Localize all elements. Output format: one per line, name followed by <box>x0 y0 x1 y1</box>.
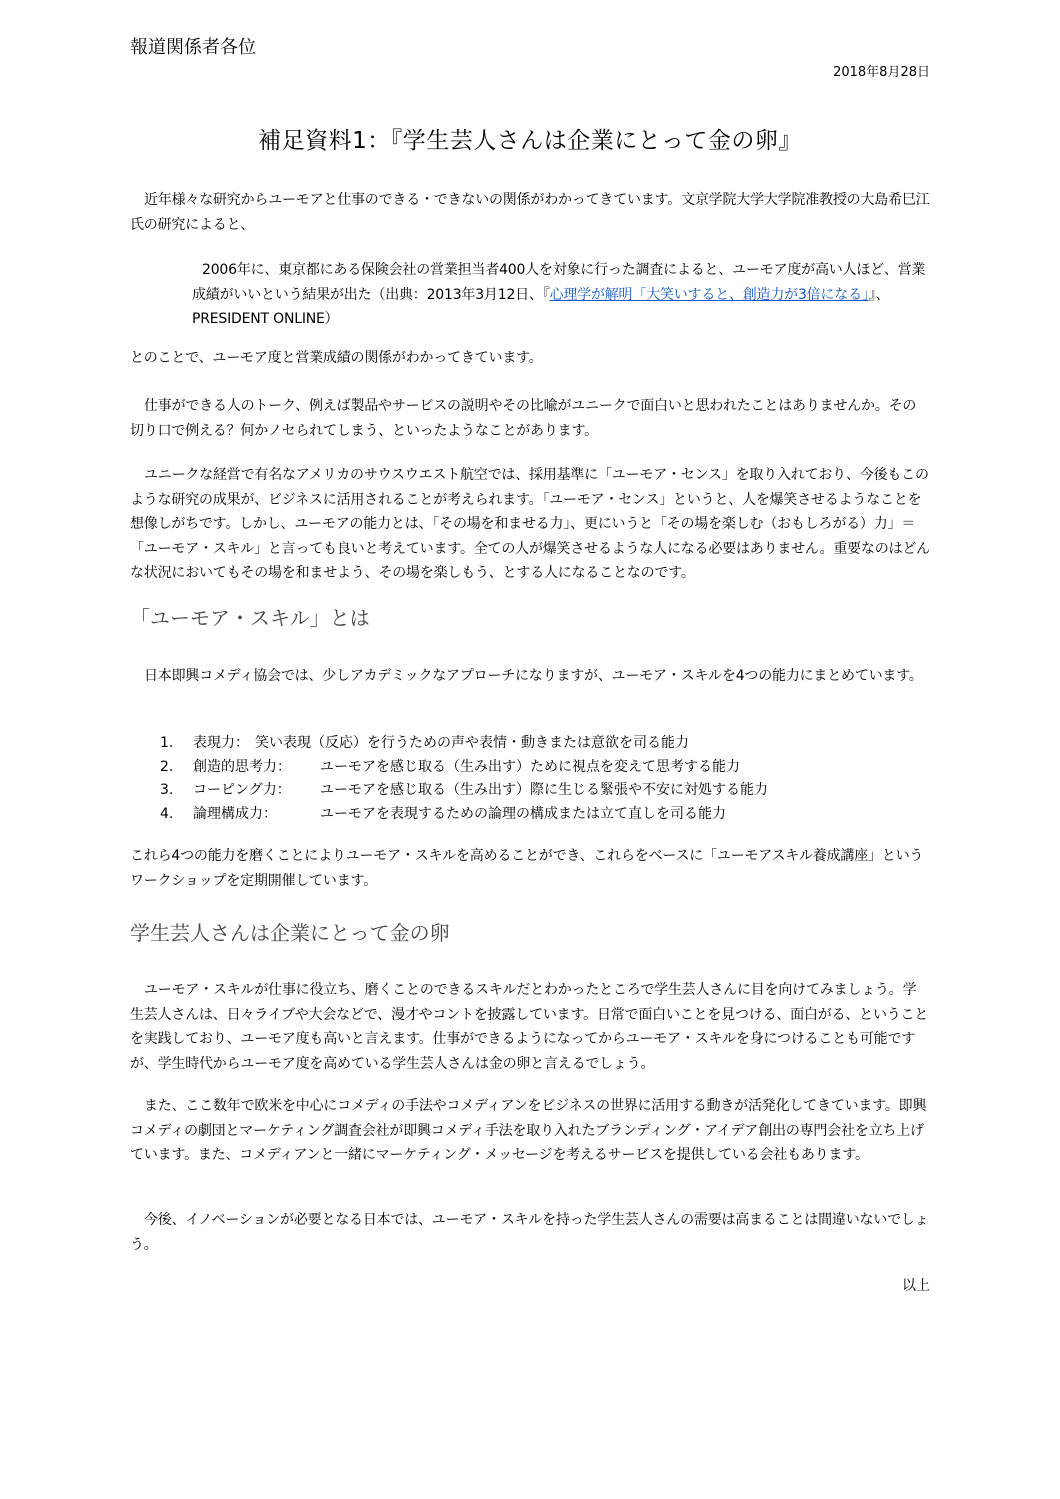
humor-skill-intro: 日本即興コメディ協会では、少しアカデミックなアプローチになりますが、ユーモア・スキルを4つの能力にまとめています。 <box>144 668 923 684</box>
intro-paragraph: 近年様々な研究からユーモアと仕事のできる・できないの関係がわかってきています。文京学院大学大学院准教授の大島希巳江氏の研究によると、 <box>130 192 930 233</box>
skill-item <box>160 779 920 803</box>
section-heading-humor-skill: 「ユーモア・スキル」とは <box>130 606 370 630</box>
quote-text: 2006年に、東京都にある保険会社の営業担当者400人を対象に行った調査によると、ユーモア度が高い人ほど、営業成績がいいという結果が出た（出典：2013年3月12日、『 <box>192 262 926 303</box>
skill-description: ユーモアを表現するための論理の構成または立て直しを司る能力 <box>320 805 726 822</box>
golden-egg-paragraph-3: 今後、イノベーションが必要となる日本では、ユーモア・スキルを持った学生芸人さんの需要は高まることは間違いないでしょう。 <box>130 1212 929 1253</box>
talk-paragraph: 仕事ができる人のトーク、例えば製品やサービスの説明やその比喩がユニークで面白いと思われたことはありませんか。その切り口で例える？何かノセられてしまう、といったようなことがあります。 <box>130 398 917 439</box>
skill-name: 論理構成力： <box>193 805 277 822</box>
addressee: 報道関係者各位 <box>130 37 256 58</box>
golden-egg-paragraph-2: また、ここ数年で欧米を中心にコメディの手法やコメディアンをビジネスの世界に活用する動きが活発化してきています。即興コメディの劇団とマーケティング調査会社が即興コメディ手法を取り入れたブランディング・アイデア創出の専門会社を立ち上げています。また、コメディアンと一緒にマーケティング・メッセージを考えるサービスを提供している会社もあります。 <box>130 1098 927 1163</box>
skill-number: 3. <box>160 782 174 798</box>
research-quote <box>192 258 932 332</box>
golden-egg-paragraph-1: ユーモア・スキルが仕事に役立ち、磨くことのできるスキルだとわかったところで学生芸人さんに目を向けてみましょう。学生芸人さんは、日々ライブや大会などで、漫才やコントを披露しています。日常で面白いことを見つける、面白がる、ということを実践しており、ユーモア度も高いと言えます。仕事ができるようになってからユーモア・スキルを身につけることも可能ですが、学生時代からユーモア度を高めている学生芸人さんは金の卵と言えるでしょう。 <box>130 982 929 1072</box>
document-date: 2018年8月28日 <box>833 65 930 80</box>
skill-item <box>160 803 920 827</box>
skill-number: 4. <box>160 805 174 822</box>
skill-name: コーピング力： <box>193 782 291 798</box>
skill-number: 2. <box>160 758 174 775</box>
section-heading-golden-egg: 学生芸人さんは企業にとって金の卵 <box>130 921 450 945</box>
article-link[interactable]: 心理学が解明「大笑いすると、創造力が3倍になる」 <box>549 286 869 303</box>
skill-item <box>160 732 920 756</box>
skill-name: 表現力： <box>193 735 249 751</box>
skill-description: 笑い表現（反応）を行うための声や表情・動きまたは意欲を司る能力 <box>255 735 689 751</box>
skill-list <box>160 732 920 826</box>
closing-mark: 以上 <box>902 1278 930 1294</box>
after-quote-paragraph: とのことで、ユーモア度と営業成績の関係がわかってきています。 <box>130 350 543 366</box>
skill-number: 1. <box>160 735 174 751</box>
southwest-paragraph: ユニークな経営で有名なアメリカのサウスウエスト航空では、採用基準に「ユーモア・センス」を取り入れており、今後もこのような研究の成果が、ビジネスに活用されることが考えられます。「ユーモア・センス」というと、人を爆笑させるようなことを想像しがちです。しかし、ユーモアの能力とは、「その場を和ませる力」、更にいうと「その場を楽しむ（おもしろがる）力」＝「ユーモア・スキル」と言っても良いと考えています。全ての人が爆笑させるような人になる必要はありません。重要なのはどんな状況においてもその場を和ませよう、その場を楽しもう、とする人になることなのです。 <box>130 467 930 581</box>
document-title: 補足資料1：『学生芸人さんは企業にとって金の卵』 <box>258 128 802 154</box>
skill-item <box>160 756 920 780</box>
skill-name: 創造的思考力： <box>193 758 291 775</box>
quote-source: 』、PRESIDENT ONLINE） <box>192 286 890 327</box>
skill-summary: これら4つの能力を磨くことによりユーモア・スキルを高めることができ、これらをベースに「ユーモアスキル養成講座」というワークショップを定期開催しています。 <box>130 848 924 889</box>
skill-description: ユーモアを感じ取る（生み出す）際に生じる緊張や不安に対処する能力 <box>320 782 768 798</box>
skill-description: ユーモアを感じ取る（生み出す）ために視点を変えて思考する能力 <box>320 758 740 775</box>
